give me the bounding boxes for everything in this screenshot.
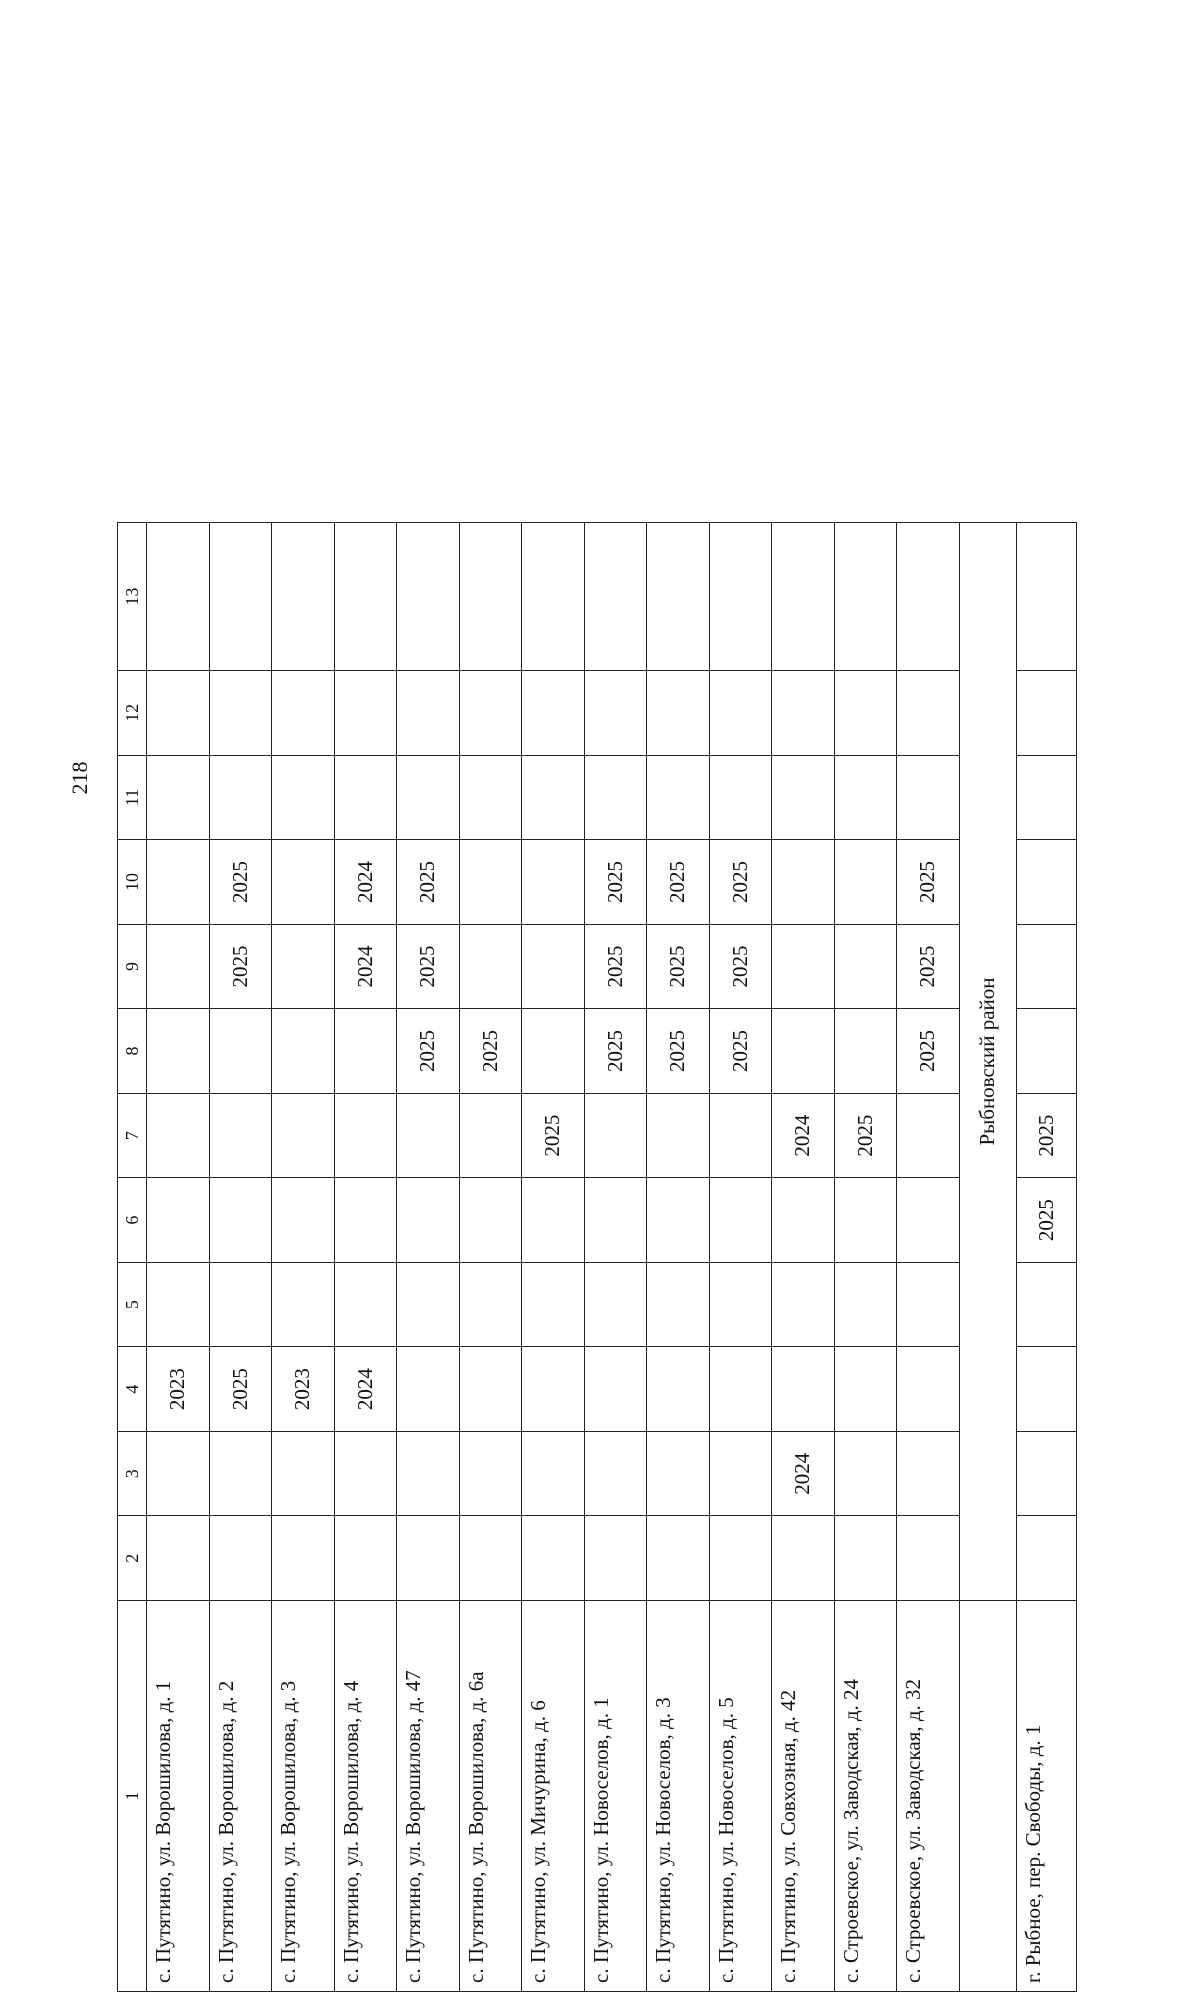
year-cell: [334, 1093, 397, 1178]
year-cell: 2024: [334, 840, 397, 925]
year-cell: [709, 1516, 772, 1601]
year-cell: 2023: [147, 1347, 210, 1432]
year-cell: [209, 1093, 272, 1178]
year-cell: [397, 1431, 460, 1516]
year-cell: [709, 1347, 772, 1432]
year-cell: [647, 1178, 710, 1263]
year-cell: [647, 1431, 710, 1516]
address-cell: с. Путятино, ул. Ворошилова, д. 4: [334, 1600, 397, 1991]
year-cell: [1016, 1347, 1076, 1432]
year-cell: [272, 1431, 335, 1516]
year-cell: [897, 1516, 960, 1601]
address-cell: с. Путятино, ул. Ворошилова, д. 2: [209, 1600, 272, 1991]
year-cell: 2025: [209, 924, 272, 1009]
year-cell: [1016, 1431, 1076, 1516]
year-cell: [147, 523, 210, 671]
year-cell: [584, 1516, 647, 1601]
year-cell: [272, 1093, 335, 1178]
year-cell: [147, 671, 210, 756]
year-cell: [397, 1093, 460, 1178]
year-cell: [647, 1093, 710, 1178]
year-cell: [709, 671, 772, 756]
year-cell: [584, 1431, 647, 1516]
year-cell: [1016, 1262, 1076, 1347]
year-cell: [334, 1516, 397, 1601]
year-cell: 2025: [834, 1093, 897, 1178]
year-cell: [584, 755, 647, 840]
address-cell: с. Строевское, ул. Заводская, д. 24: [834, 1600, 897, 1991]
year-cell: [834, 1178, 897, 1263]
year-cell: [1016, 924, 1076, 1009]
year-cell: [147, 1178, 210, 1263]
year-cell: [834, 1516, 897, 1601]
year-cell: [522, 1262, 585, 1347]
address-cell: с. Строевское, ул. Заводская, д. 32: [897, 1600, 960, 1991]
year-cell: [709, 1093, 772, 1178]
year-cell: 2025: [522, 1093, 585, 1178]
year-cell: [709, 523, 772, 671]
year-cell: [397, 523, 460, 671]
year-cell: [522, 523, 585, 671]
year-cell: [522, 1431, 585, 1516]
table-row: [459, 523, 522, 1992]
year-cell: [397, 1516, 460, 1601]
address-cell: с. Путятино, ул. Новоселов, д. 3: [647, 1600, 710, 1991]
year-cell: [834, 924, 897, 1009]
year-cell: [584, 1178, 647, 1263]
year-cell: [772, 523, 835, 671]
table-row: [334, 523, 397, 1992]
address-cell: с. Путятино, ул. Новоселов, д. 5: [709, 1600, 772, 1991]
year-cell: [709, 1262, 772, 1347]
table-row: [209, 523, 272, 1992]
year-cell: [647, 1516, 710, 1601]
year-cell: [522, 755, 585, 840]
region-empty-cell: [959, 1600, 1016, 1991]
year-cell: [647, 523, 710, 671]
year-cell: [897, 1431, 960, 1516]
column-header: 3: [118, 1431, 147, 1516]
year-cell: 2025: [584, 840, 647, 925]
header-row: [118, 523, 147, 1992]
year-cell: [459, 924, 522, 1009]
year-cell: [834, 840, 897, 925]
year-cell: [772, 1347, 835, 1432]
year-cell: [1016, 671, 1076, 756]
table-row: [272, 523, 335, 1992]
year-cell: 2024: [334, 924, 397, 1009]
year-cell: [459, 1431, 522, 1516]
year-cell: 2025: [897, 840, 960, 925]
year-cell: 2025: [584, 1009, 647, 1094]
address-cell: с. Путятино, ул. Новоселов, д. 1: [584, 1600, 647, 1991]
table-row: [147, 523, 210, 1992]
table-row: [709, 523, 772, 1992]
region-row: [959, 523, 1016, 1992]
year-cell: [834, 1431, 897, 1516]
year-cell: 2025: [647, 840, 710, 925]
year-cell: [334, 1431, 397, 1516]
column-header: 1: [118, 1600, 147, 1991]
column-header: 8: [118, 1009, 147, 1094]
year-cell: [459, 671, 522, 756]
year-cell: 2025: [1016, 1093, 1076, 1178]
year-cell: 2023: [272, 1347, 335, 1432]
year-cell: [772, 1262, 835, 1347]
year-cell: [459, 1093, 522, 1178]
address-cell: г. Рыбное, пер. Свободы, д. 1: [1016, 1600, 1076, 1991]
column-header: 13: [118, 523, 147, 671]
year-cell: [459, 840, 522, 925]
table-row: [1016, 523, 1076, 1992]
year-cell: [584, 1262, 647, 1347]
year-cell: [772, 755, 835, 840]
column-header: 12: [118, 671, 147, 756]
year-cell: [647, 755, 710, 840]
year-cell: [897, 671, 960, 756]
year-cell: [209, 671, 272, 756]
year-cell: [397, 1262, 460, 1347]
year-cell: [209, 1262, 272, 1347]
column-header: 4: [118, 1347, 147, 1432]
year-cell: [647, 1262, 710, 1347]
year-cell: [897, 755, 960, 840]
year-cell: [272, 755, 335, 840]
column-header: 10: [118, 840, 147, 925]
year-cell: [584, 523, 647, 671]
year-cell: [522, 1009, 585, 1094]
year-cell: [897, 1178, 960, 1263]
year-cell: 2025: [897, 1009, 960, 1094]
year-cell: [647, 671, 710, 756]
year-cell: [897, 1347, 960, 1432]
year-cell: [522, 924, 585, 1009]
year-cell: [272, 671, 335, 756]
year-cell: 2025: [709, 840, 772, 925]
year-cell: [209, 1009, 272, 1094]
year-cell: [584, 1093, 647, 1178]
year-cell: [834, 671, 897, 756]
year-cell: [272, 924, 335, 1009]
year-cell: [647, 1347, 710, 1432]
year-cell: [397, 1178, 460, 1263]
year-cell: [772, 671, 835, 756]
year-cell: [834, 1009, 897, 1094]
table-row: [897, 523, 960, 1992]
year-cell: [147, 1516, 210, 1601]
year-cell: [834, 1262, 897, 1347]
year-cell: [272, 523, 335, 671]
year-cell: [1016, 840, 1076, 925]
table-row: [834, 523, 897, 1992]
year-cell: 2025: [397, 924, 460, 1009]
year-cell: [772, 924, 835, 1009]
address-cell: с. Путятино, ул. Ворошилова, д. 6а: [459, 1600, 522, 1991]
year-cell: [334, 671, 397, 756]
year-cell: [209, 523, 272, 671]
year-cell: [147, 755, 210, 840]
year-cell: [397, 1347, 460, 1432]
year-cell: 2025: [647, 1009, 710, 1094]
address-cell: с. Путятино, ул. Ворошилова, д. 3: [272, 1600, 335, 1991]
column-header: 5: [118, 1262, 147, 1347]
region-title: Рыбновский район: [959, 523, 1016, 1601]
year-cell: [897, 1262, 960, 1347]
year-cell: [209, 755, 272, 840]
year-cell: [397, 755, 460, 840]
address-cell: с. Путятино, ул. Совхозная, д. 42: [772, 1600, 835, 1991]
year-cell: [834, 523, 897, 671]
year-cell: 2024: [772, 1431, 835, 1516]
year-cell: [272, 1009, 335, 1094]
year-cell: 2025: [397, 1009, 460, 1094]
year-cell: [522, 1178, 585, 1263]
year-cell: 2024: [334, 1347, 397, 1432]
year-cell: [459, 1516, 522, 1601]
year-cell: [772, 1516, 835, 1601]
year-cell: [459, 523, 522, 671]
year-cell: 2025: [209, 1347, 272, 1432]
year-cell: 2025: [647, 924, 710, 1009]
year-cell: [459, 1262, 522, 1347]
page-number: 218: [67, 761, 92, 795]
year-cell: [1016, 1516, 1076, 1601]
year-cell: 2025: [709, 1009, 772, 1094]
year-cell: [584, 671, 647, 756]
year-cell: [1016, 1009, 1076, 1094]
table-row: [584, 523, 647, 1992]
year-cell: [772, 840, 835, 925]
year-cell: [522, 1516, 585, 1601]
year-cell: [772, 1178, 835, 1263]
year-cell: 2025: [709, 924, 772, 1009]
year-cell: [147, 924, 210, 1009]
year-cell: [459, 755, 522, 840]
year-cell: [147, 840, 210, 925]
table-row: [397, 523, 460, 1992]
data-table: [117, 522, 1077, 1992]
year-cell: [834, 1347, 897, 1432]
year-cell: [709, 1178, 772, 1263]
year-cell: [272, 1262, 335, 1347]
year-cell: [272, 840, 335, 925]
year-cell: [272, 1178, 335, 1263]
column-header: 7: [118, 1093, 147, 1178]
year-cell: [334, 1178, 397, 1263]
column-header: 6: [118, 1178, 147, 1263]
address-cell: с. Путятино, ул. Ворошилова, д. 47: [397, 1600, 460, 1991]
year-cell: [334, 523, 397, 671]
year-cell: [209, 1431, 272, 1516]
year-cell: [709, 755, 772, 840]
column-header: 11: [118, 755, 147, 840]
year-cell: [459, 1178, 522, 1263]
address-cell: с. Путятино, ул. Ворошилова, д. 1: [147, 1600, 210, 1991]
year-cell: 2025: [209, 840, 272, 925]
year-cell: [772, 1009, 835, 1094]
year-cell: [584, 1347, 647, 1432]
table-row: [647, 523, 710, 1992]
year-cell: [897, 523, 960, 671]
year-cell: [522, 671, 585, 756]
year-cell: [334, 1009, 397, 1094]
year-cell: [709, 1431, 772, 1516]
table-row: [522, 523, 585, 1992]
year-cell: 2025: [397, 840, 460, 925]
year-cell: [834, 755, 897, 840]
year-cell: [147, 1009, 210, 1094]
year-cell: [522, 1347, 585, 1432]
year-cell: 2025: [459, 1009, 522, 1094]
column-header: 9: [118, 924, 147, 1009]
year-cell: [147, 1431, 210, 1516]
year-cell: 2024: [772, 1093, 835, 1178]
rotated-table-wrapper: [117, 522, 1077, 1992]
year-cell: [209, 1178, 272, 1263]
year-cell: [459, 1347, 522, 1432]
year-cell: [147, 1093, 210, 1178]
address-cell: с. Путятино, ул. Мичурина, д. 6: [522, 1600, 585, 1991]
year-cell: [1016, 523, 1076, 671]
year-cell: [334, 755, 397, 840]
year-cell: [209, 1516, 272, 1601]
year-cell: 2025: [584, 924, 647, 1009]
year-cell: [522, 840, 585, 925]
year-cell: [397, 671, 460, 756]
year-cell: 2025: [897, 924, 960, 1009]
table-row: [772, 523, 835, 1992]
year-cell: [897, 1093, 960, 1178]
column-header: 2: [118, 1516, 147, 1601]
table-body: [147, 523, 1077, 1992]
year-cell: [272, 1516, 335, 1601]
year-cell: [147, 1262, 210, 1347]
year-cell: [1016, 755, 1076, 840]
year-cell: [334, 1262, 397, 1347]
year-cell: 2025: [1016, 1178, 1076, 1263]
